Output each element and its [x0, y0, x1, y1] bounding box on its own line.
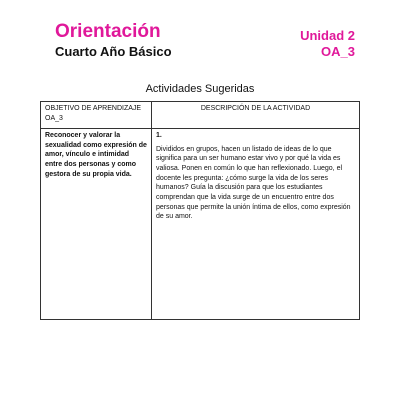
activity-text: Divididos en grupos, hacen un listado de ideas de lo que significa para un ser humano estar vivo y por qué la vida es valiosa. Ponen en común lo que han reflexionado. Luego, el docente les pregunta: ¿cómo surge la vida de los seres humanos? Guía la discusión para que los estudiantes comprendan que la vida surge de un encuentro entre dos personas que permite la unión íntima de ellos, como expresión de su amor. [156, 145, 351, 221]
page-title: Orientación [55, 21, 161, 42]
column-header-description: DESCRIPCIÓN DE LA ACTIVIDAD [152, 102, 360, 129]
activity-table [40, 101, 360, 320]
description-cell [152, 129, 360, 320]
objective-cell: Reconocer y valorar la sexualidad como expresión de amor, vínculo e intimidad entre dos personas y como gestora de su propia vida. [41, 129, 152, 320]
activity-number: 1. [156, 132, 162, 139]
oa-code-label: OA_3 [321, 44, 355, 59]
table-header-row [41, 102, 360, 129]
table-row [41, 129, 360, 320]
column-header-objective: OBJETIVO DE APRENDIZAJE OA_3 [41, 102, 152, 129]
page-subtitle: Cuarto Año Básico [55, 44, 172, 59]
section-title: Actividades Sugeridas [145, 83, 255, 95]
unit-label: Unidad 2 [300, 28, 355, 43]
